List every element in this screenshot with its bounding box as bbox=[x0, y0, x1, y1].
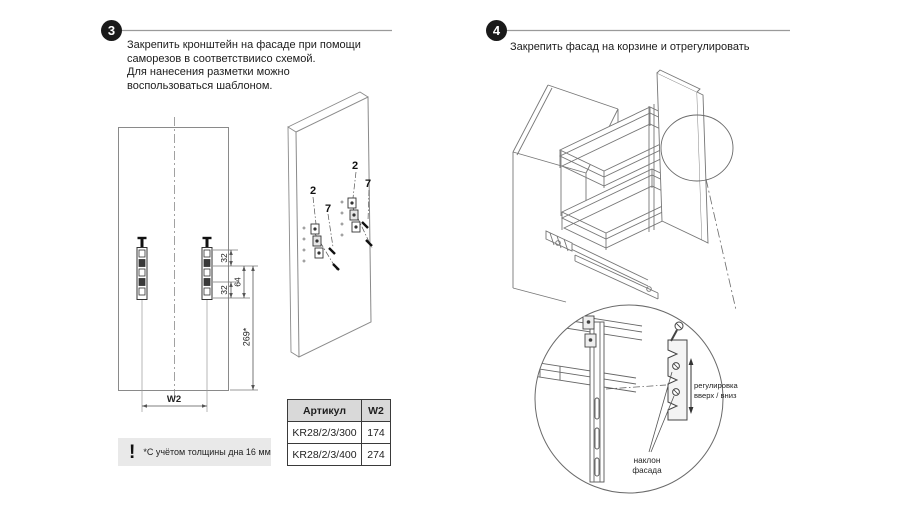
tilt-label-line2: фасада bbox=[632, 466, 662, 475]
table-header-row bbox=[288, 400, 391, 422]
instruction-line: Закрепить кронштейн на фасаде при помощи bbox=[127, 39, 361, 51]
dim-32-bottom-label: 32 bbox=[219, 285, 229, 295]
instruction-line: Для нанесения разметки можно bbox=[127, 66, 290, 78]
bracket-front-left bbox=[137, 237, 147, 412]
instruction-line: саморезов в соответствиисо схемой. bbox=[127, 52, 316, 65]
table-row bbox=[288, 444, 391, 466]
article-cell: KR28/2/3/300 bbox=[288, 422, 362, 444]
facade-panel bbox=[657, 70, 708, 243]
note-box bbox=[118, 438, 271, 466]
facade-front-view-drawing bbox=[119, 117, 259, 412]
updown-label-line1: регулировка bbox=[694, 381, 738, 390]
article-table bbox=[287, 399, 391, 466]
table-header-article: Артикул bbox=[288, 400, 362, 422]
instruction-line: воспользоваться шаблоном. bbox=[127, 79, 273, 92]
instruction-line: Закрепить фасад на корзине и отрегулировать bbox=[510, 41, 750, 53]
dim-64-label: 64 bbox=[232, 277, 243, 287]
dim-32-top-label: 32 bbox=[219, 253, 229, 263]
tilt-label-line1: наклон bbox=[633, 456, 661, 465]
warning-exclamation-icon: ! bbox=[129, 441, 136, 463]
part-label-bracket-left: 2 bbox=[310, 185, 317, 197]
dimension-lines bbox=[142, 250, 255, 408]
w2-cell: 174 bbox=[362, 422, 391, 444]
detail-leader-line bbox=[706, 179, 736, 310]
article-cell: KR28/2/3/400 bbox=[288, 444, 362, 466]
cabinet-iso-drawing bbox=[513, 70, 736, 310]
part-label-screw-right: 7 bbox=[365, 178, 372, 190]
step-4-instructions bbox=[510, 41, 750, 55]
part-label-screw-left: 7 bbox=[325, 203, 332, 215]
updown-label-line2: вверх / вниз bbox=[694, 391, 737, 400]
table-header-w2: W2 bbox=[362, 400, 391, 422]
step-3-badge: 3 bbox=[101, 20, 122, 41]
part-label-bracket-right: 2 bbox=[352, 160, 359, 172]
dim-269-label: 269* bbox=[241, 327, 252, 347]
note-text: *С учётом толщины дна 16 мм bbox=[143, 447, 271, 457]
detail-circle-big bbox=[520, 305, 738, 493]
dim-w2-label: W2 bbox=[166, 394, 182, 405]
table-row bbox=[288, 422, 391, 444]
step-4-badge: 4 bbox=[486, 20, 507, 41]
facade-iso-drawing bbox=[288, 92, 372, 357]
slide-rails bbox=[546, 231, 658, 299]
step-3-instructions bbox=[127, 39, 361, 93]
w2-cell: 274 bbox=[362, 444, 391, 466]
bracket-front-right bbox=[202, 237, 212, 412]
